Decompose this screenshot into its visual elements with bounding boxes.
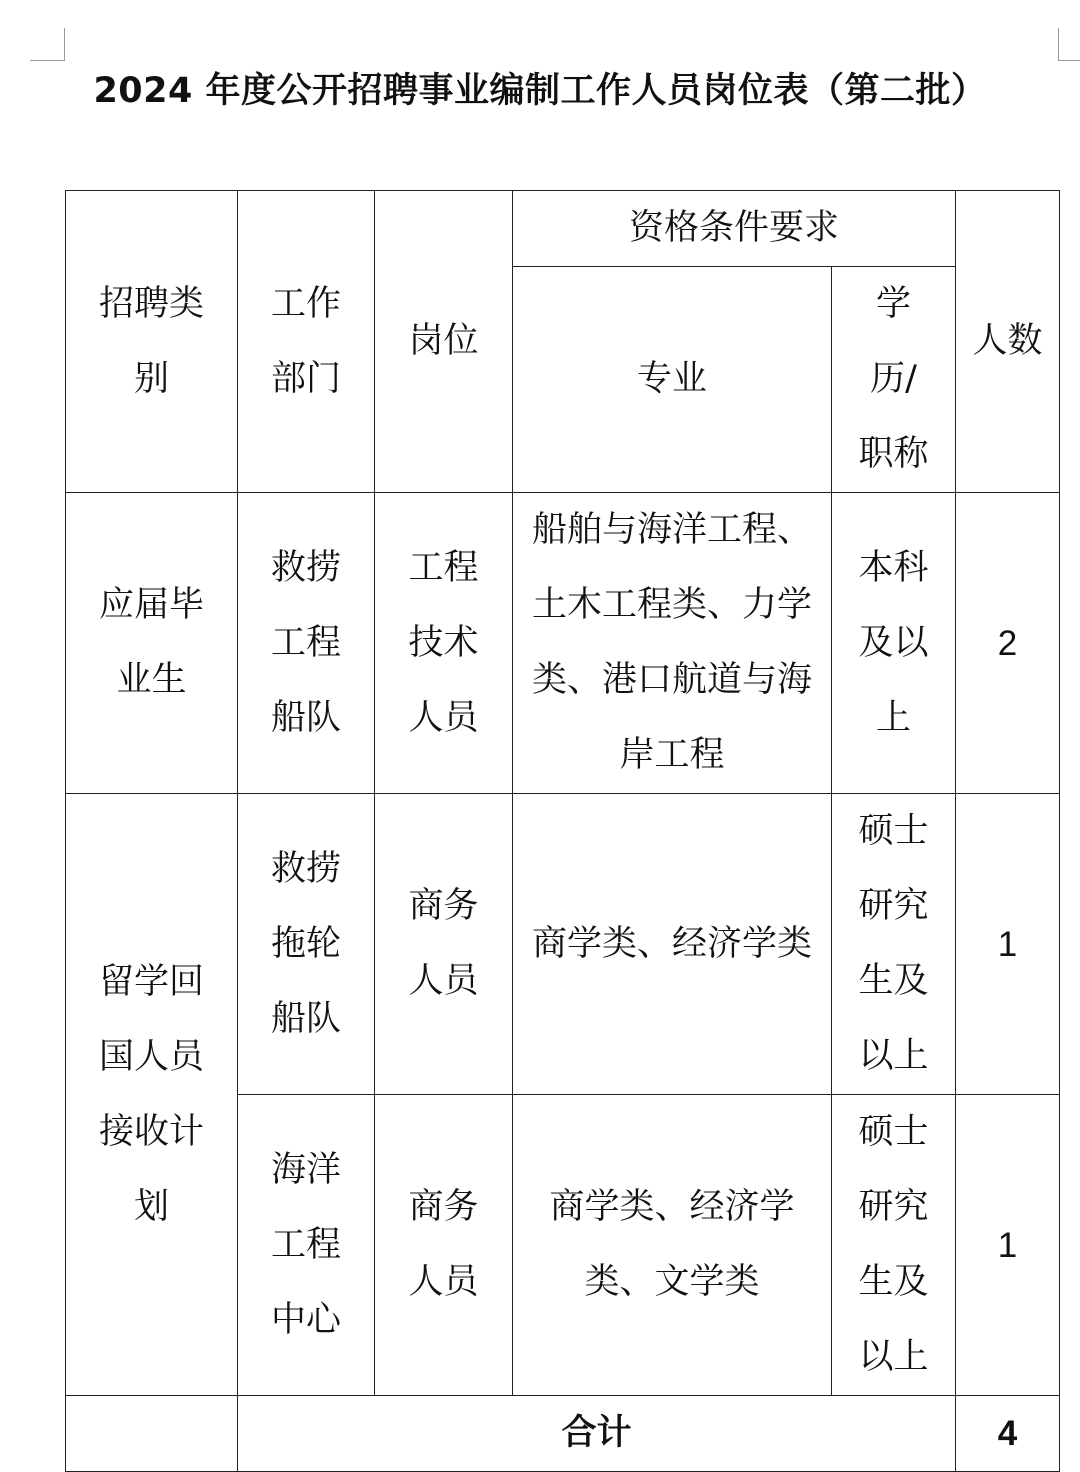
major-cell bbox=[513, 794, 832, 1095]
header-major: 专业 bbox=[513, 267, 832, 493]
education-text: 硕士研究生及以上 bbox=[858, 1112, 929, 1377]
header-row bbox=[66, 191, 1060, 267]
category-text: 应届毕业生 bbox=[98, 585, 204, 700]
page-title: 2024 年度公开招聘事业编制工作人员岗位表（第二批） bbox=[93, 71, 987, 111]
header-department-cell bbox=[238, 191, 375, 493]
header-education-cell bbox=[832, 267, 956, 493]
position-text: 工程技术人员 bbox=[408, 547, 479, 738]
header-department: 工作部门 bbox=[270, 283, 341, 399]
header-category-cell bbox=[66, 191, 238, 493]
count-cell: 1 bbox=[956, 1095, 1060, 1396]
header-position: 岗位 bbox=[375, 191, 513, 493]
position-text: 商务人员 bbox=[408, 886, 479, 1001]
department-cell bbox=[238, 794, 375, 1095]
education-cell bbox=[832, 794, 956, 1095]
crop-mark-top-right bbox=[1058, 28, 1080, 61]
header-count: 人数 bbox=[956, 191, 1060, 493]
position-cell bbox=[375, 493, 513, 794]
education-text: 本科及以上 bbox=[858, 547, 929, 738]
education-cell bbox=[832, 1095, 956, 1396]
count-cell: 1 bbox=[956, 794, 1060, 1095]
position-cell bbox=[375, 794, 513, 1095]
department-text: 救捞工程船队 bbox=[270, 547, 341, 738]
department-cell bbox=[238, 1095, 375, 1396]
header-category: 招聘类别 bbox=[98, 283, 204, 399]
positions-table bbox=[65, 190, 1060, 1472]
category-text: 留学回国人员接收计划 bbox=[98, 961, 204, 1227]
department-cell bbox=[238, 493, 375, 794]
table-row bbox=[66, 794, 1060, 1095]
major-cell bbox=[513, 493, 832, 794]
count-cell: 2 bbox=[956, 493, 1060, 794]
category-cell bbox=[66, 493, 238, 794]
table-row bbox=[66, 493, 1060, 794]
education-text: 硕士研究生及以上 bbox=[858, 811, 929, 1076]
department-text: 救捞拖轮船队 bbox=[270, 848, 341, 1039]
total-count: 4 bbox=[956, 1396, 1060, 1472]
education-cell bbox=[832, 493, 956, 794]
crop-mark-top-left bbox=[30, 28, 65, 61]
major-text: 商学类、经济学类 bbox=[531, 923, 812, 964]
category-cell bbox=[66, 794, 238, 1396]
header-requirements: 资格条件要求 bbox=[513, 191, 956, 267]
position-text: 商务人员 bbox=[408, 1187, 479, 1302]
major-cell bbox=[513, 1095, 832, 1396]
header-education: 学历/职称 bbox=[858, 284, 929, 474]
position-cell bbox=[375, 1095, 513, 1396]
department-text: 海洋工程中心 bbox=[270, 1149, 341, 1340]
major-text: 商学类、经济学类、文学类 bbox=[549, 1187, 795, 1302]
major-text: 船舶与海洋工程、土木工程类、力学类、港口航道与海岸工程 bbox=[531, 510, 812, 775]
total-label: 合计 bbox=[238, 1396, 956, 1472]
